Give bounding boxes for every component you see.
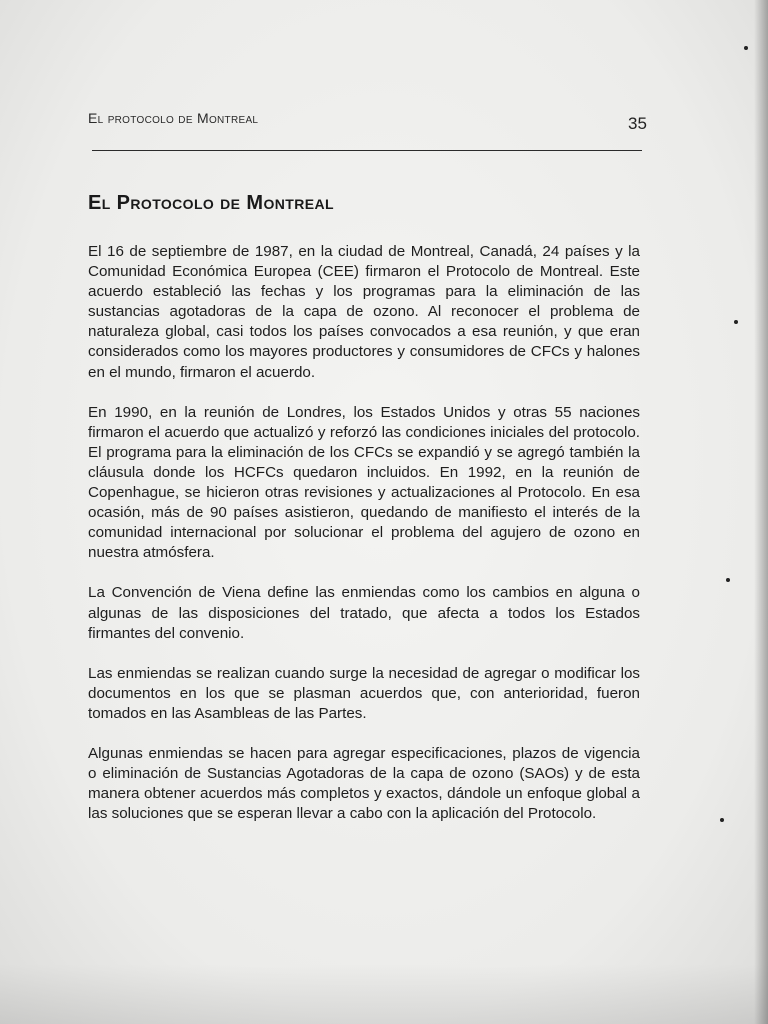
body-text bbox=[88, 242, 640, 844]
section-title: El Protocolo de Montreal bbox=[88, 192, 334, 214]
paragraph-2: En 1990, en la reunión de Londres, los Estados Unidos y otras 55 naciones firmaron el acuerdo que actualizó y reforzó las condiciones iniciales del protocolo. El programa para la eliminación de los CFCs se expandió y se agregó también la cláusula donde los HCFCs quedaron incluidos. En 1992, en la reunión de Copenhague, se hicieron otras revisiones y actualizaciones al Protocolo. En esa ocasión, más de 90 países asistieron, quedando de manifiesto el interés de la comunidad internacional por solucionar el problema del agujero de ozono en nuestra atmósfera. bbox=[88, 403, 640, 562]
running-header-title bbox=[88, 110, 258, 126]
scan-speck bbox=[734, 320, 738, 324]
paragraph-4: Las enmiendas se realizan cuando surge la necesidad de agregar o modificar los documentos en los que se plasman acuerdos que, con anterioridad, fueron tomados en las Asambleas de las Partes. bbox=[88, 664, 640, 722]
scan-speck bbox=[726, 578, 730, 582]
paragraph-5: Algunas enmiendas se hacen para agregar especificaciones, plazos de vigencia o eliminación de Sustancias Agotadoras de la capa de ozono (SAOs) y de esta manera obtener acuerdos más completos y exactos, dándole un enfoque global a las soluciones que se esperan llevar a cabo con la aplicación del Protocolo. bbox=[88, 744, 640, 823]
running-header-text: El protocolo de Montreal bbox=[88, 110, 259, 126]
paragraph-1: El 16 de septiembre de 1987, en la ciudad de Montreal, Canadá, 24 países y la Comunidad Económica Europea (CEE) firmaron el Protocolo de Montreal. Este acuerdo estableció las fechas y los programas para la eliminación de las sustancias agotadoras de la capa de ozono. Al reconocer el problema de naturaleza global, casi todos los países convocados a esa reunión, y que eran considerados como los mayores productores y consumidores de CFCs y halones en el mundo, firmaron el acuerdo. bbox=[88, 243, 640, 381]
header-rule bbox=[92, 150, 642, 151]
page-edge-shadow bbox=[754, 0, 768, 1024]
paragraph-3: La Convención de Viena define las enmiendas como los cambios en alguna o algunas de las disposiciones del tratado, que afecta a todos los Estados firmantes del convenio. bbox=[88, 584, 640, 642]
scan-speck bbox=[720, 818, 724, 822]
page-bottom-shadow bbox=[0, 964, 768, 1024]
page-number: 35 bbox=[628, 114, 647, 133]
scan-speck bbox=[744, 46, 748, 50]
